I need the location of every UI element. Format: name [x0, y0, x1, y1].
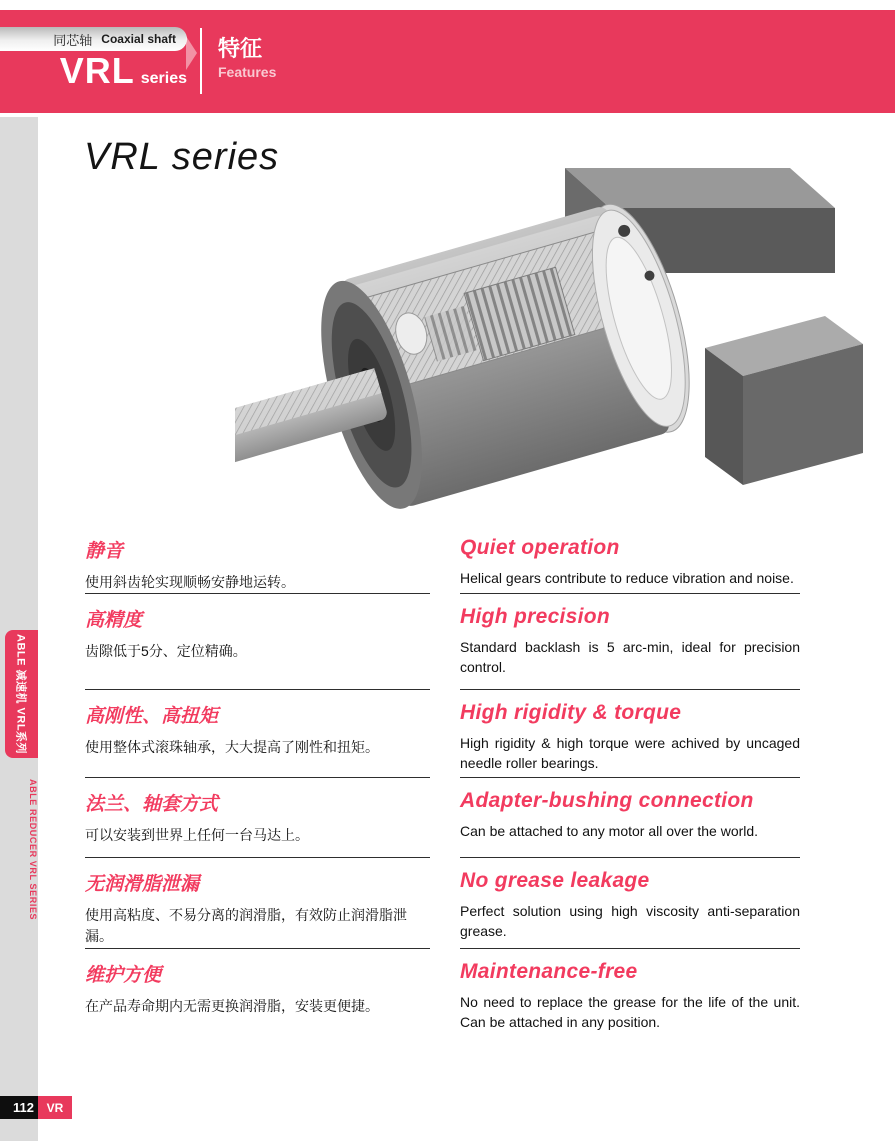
feature-title: 无润滑脂泄漏 [85, 874, 200, 895]
section-title-cn: 特征 [218, 36, 263, 61]
feature-title: Quiet operation [460, 536, 620, 559]
feature-body: 使用斜齿轮实现顺畅安静地运转。 [85, 574, 295, 590]
gearbox-cutaway-illustration [235, 158, 865, 518]
features-column-cn [85, 525, 430, 1040]
chevron-right-icon [186, 36, 197, 70]
feature-title: 高精度 [85, 610, 143, 631]
mount-block-right [705, 316, 863, 485]
feature-title: 高刚性、高扭矩 [85, 706, 219, 727]
feature-quiet-cn [85, 525, 430, 594]
section-title-en: Features [218, 64, 277, 80]
sidebar-series-tab [5, 630, 38, 758]
badge-label-cn: 同芯轴 [53, 32, 93, 48]
feature-body: High rigidity & high torque were achived by uncaged needle roller bearings. [460, 735, 800, 772]
badge-label-en: Coaxial shaft [101, 32, 176, 46]
series-title [0, 50, 187, 92]
feature-title: No grease leakage [460, 869, 650, 892]
feature-rigidity-cn [85, 690, 430, 778]
page-title: VRL series [84, 136, 280, 178]
feature-title: 法兰、轴套方式 [85, 794, 219, 815]
housing-assembly [235, 194, 710, 518]
sidebar-series-text: ABLE REDUCER VRL SERIES [28, 779, 38, 921]
feature-quiet-en [460, 525, 800, 594]
feature-body: Can be attached to any motor all over the world. [460, 823, 759, 839]
feature-body: Standard backlash is 5 arc-min, ideal for precision control. [460, 639, 800, 676]
product-type-badge [0, 27, 187, 51]
feature-body: 可以安装到世界上任何一台马达上。 [85, 827, 309, 843]
feature-precision-cn [85, 594, 430, 690]
feature-body: 使用整体式滚珠轴承，大大提高了刚性和扭矩。 [85, 739, 379, 755]
feature-adapter-en [460, 778, 800, 858]
feature-body: 使用高粘度、不易分离的润滑脂，有效防止润滑脂泄漏。 [85, 907, 407, 944]
feature-grease-en [460, 858, 800, 949]
feature-precision-en [460, 594, 800, 690]
feature-title: 维护方便 [85, 965, 162, 986]
features-column-en [460, 525, 800, 1040]
feature-body: Perfect solution using high viscosity anti-separation grease. [460, 903, 800, 940]
series-suffix: series [140, 70, 187, 87]
side-rail [0, 117, 38, 1141]
feature-body: 在产品寿命期内无需更换润滑脂，安装更便捷。 [85, 998, 379, 1014]
feature-adapter-cn [85, 778, 430, 858]
feature-title: Adapter-bushing connection [460, 789, 754, 812]
feature-body: Helical gears contribute to reduce vibration and noise. [460, 570, 794, 586]
feature-title: 静音 [85, 541, 124, 562]
header-banner [0, 10, 895, 113]
series-name: VRL [59, 50, 135, 91]
feature-title: Maintenance-free [460, 960, 638, 983]
feature-rigidity-en [460, 690, 800, 778]
feature-maintenance-cn [85, 949, 430, 1040]
feature-title: High precision [460, 605, 611, 628]
feature-title: High rigidity & torque [460, 701, 682, 724]
series-code-tab: VR [38, 1096, 72, 1119]
feature-body: No need to replace the grease for the life of the unit. Can be attached in any position. [460, 994, 800, 1031]
page-number: 112 [0, 1096, 38, 1119]
feature-body: 齿隙低于5分、定位精确。 [85, 643, 247, 659]
features-list [85, 525, 800, 1040]
feature-grease-cn [85, 858, 430, 949]
header-divider [200, 28, 202, 94]
feature-maintenance-en [460, 949, 800, 1040]
sidebar-tab-label: ABLE 减速机 VRL系列 [14, 633, 27, 755]
